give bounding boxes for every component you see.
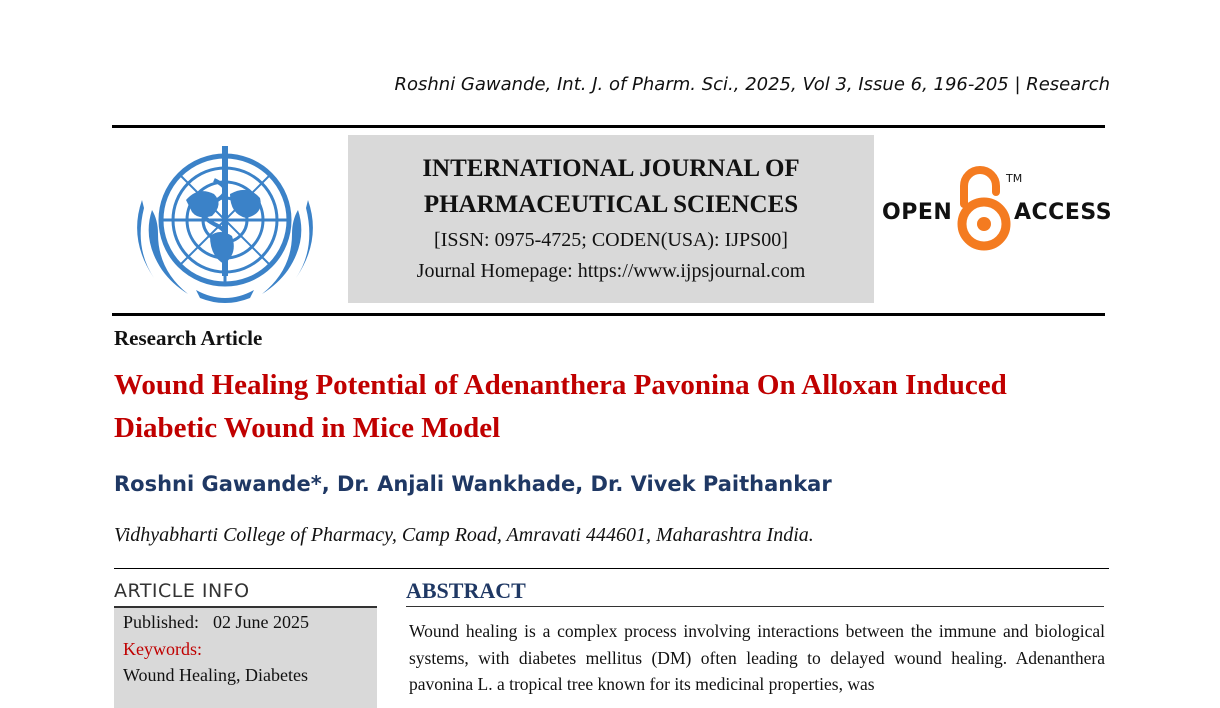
journal-masthead — [348, 135, 874, 303]
published-line — [123, 612, 309, 633]
header-bottom-rule — [112, 313, 1105, 316]
open-access-logo — [880, 166, 1113, 252]
article-info-heading: ARTICLE INFO — [114, 580, 250, 602]
journal-issn: [ISSN: 0975-4725; CODEN(USA): IJPS00] — [434, 229, 788, 251]
open-access-open-text: OPEN — [882, 200, 953, 225]
journal-homepage-link[interactable]: Journal Homepage: https://www.ijpsjournal.com — [416, 260, 806, 282]
published-label: Published: — [123, 612, 200, 632]
abstract-heading: ABSTRACT — [406, 578, 526, 603]
keywords-label: Keywords: — [123, 639, 202, 659]
abstract-rule — [406, 606, 1104, 607]
journal-emblem-icon — [126, 140, 324, 306]
running-header-citation: Roshni Gawande, Int. J. of Pharm. Sci., 2025, Vol 3, Issue 6, 196-205 | Research — [394, 74, 1110, 95]
abstract-text: Wound healing is a complex process involving interactions between the immune and biological systems, with diabetes mellitus (DM) often leading to delayed wound healing. Adenanthera pavonina L. a tropical tree known for its medicinal properties, was — [409, 621, 1105, 694]
article-info-box — [114, 608, 377, 708]
open-access-lock-icon — [954, 166, 1014, 252]
article-type: Research Article — [114, 326, 263, 350]
article-authors: Roshni Gawande*, Dr. Anjali Wankhade, Dr. Vivek Paithankar — [114, 472, 832, 496]
journal-title-line-2: PHARMACEUTICAL SCIENCES — [423, 191, 799, 218]
section-divider — [114, 568, 1109, 569]
published-date: 02 June 2025 — [213, 612, 310, 632]
journal-title-line-1: INTERNATIONAL JOURNAL OF — [422, 155, 800, 182]
open-access-access-text: ACCESS — [1014, 200, 1113, 225]
article-affiliation: Vidhyabharti College of Pharmacy, Camp Road, Amravati 444601, Maharashtra India. — [114, 524, 814, 546]
header-top-rule — [112, 125, 1105, 128]
article-title: Wound Healing Potential of Adenanthera Pavonina On Alloxan Induced Diabetic Wound in Mice Model — [114, 369, 1007, 444]
open-access-trademark: TM — [1006, 172, 1023, 185]
keywords-list: Wound Healing, Diabetes — [123, 665, 309, 685]
